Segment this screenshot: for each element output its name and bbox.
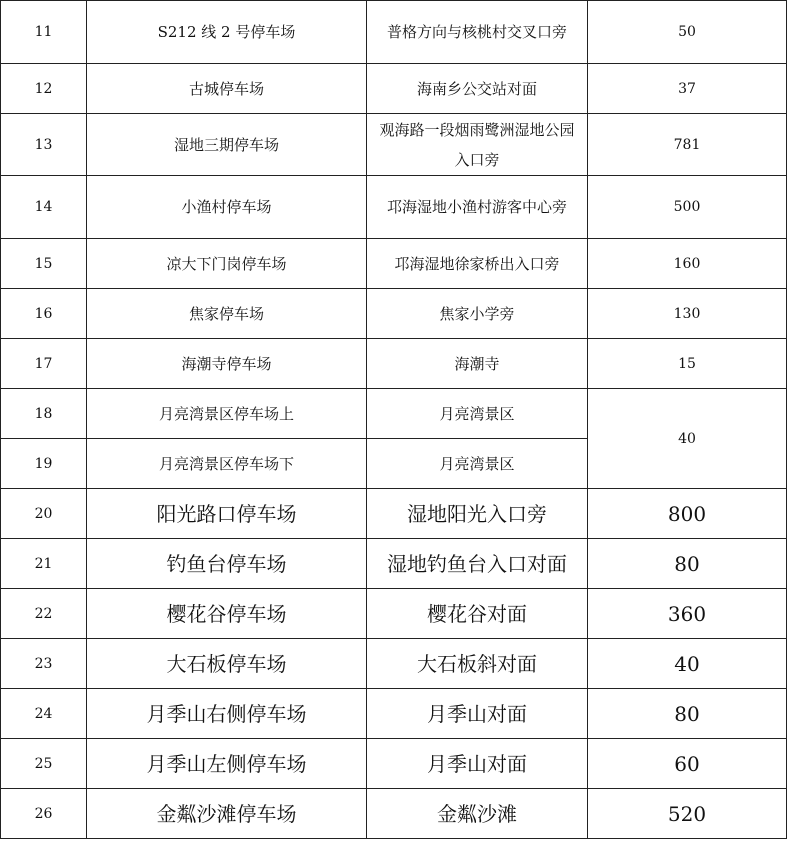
row-number: 23 — [1, 639, 87, 689]
parking-name: 钓鱼台停车场 — [87, 539, 367, 589]
parking-name: 月亮湾景区停车场下 — [87, 439, 367, 489]
table-row — [1, 539, 787, 589]
parking-location: 焦家小学旁 — [367, 289, 588, 339]
row-number: 16 — [1, 289, 87, 339]
parking-capacity: 15 — [588, 339, 787, 389]
row-number: 20 — [1, 489, 87, 539]
row-number: 26 — [1, 789, 87, 839]
parking-location: 观海路一段烟雨鹭洲湿地公园入口旁 — [367, 114, 588, 176]
parking-capacity: 37 — [588, 64, 787, 114]
table-row — [1, 176, 787, 239]
parking-location: 海南乡公交站对面 — [367, 64, 588, 114]
table-row — [1, 789, 787, 839]
parking-name: 金粼沙滩停车场 — [87, 789, 367, 839]
row-number: 11 — [1, 1, 87, 64]
row-number: 13 — [1, 114, 87, 176]
row-number: 22 — [1, 589, 87, 639]
row-number: 21 — [1, 539, 87, 589]
parking-name: 湿地三期停车场 — [87, 114, 367, 176]
table-row — [1, 289, 787, 339]
parking-name: 阳光路口停车场 — [87, 489, 367, 539]
parking-name: 古城停车场 — [87, 64, 367, 114]
table-row — [1, 114, 787, 176]
parking-capacity: 130 — [588, 289, 787, 339]
parking-location: 樱花谷对面 — [367, 589, 588, 639]
parking-name: 樱花谷停车场 — [87, 589, 367, 639]
parking-name: 月季山左侧停车场 — [87, 739, 367, 789]
table-row — [1, 489, 787, 539]
row-number: 19 — [1, 439, 87, 489]
table-row — [1, 389, 787, 439]
row-number: 24 — [1, 689, 87, 739]
parking-name: 海潮寺停车场 — [87, 339, 367, 389]
parking-location: 月亮湾景区 — [367, 439, 588, 489]
parking-name: 大石板停车场 — [87, 639, 367, 689]
parking-name: 小渔村停车场 — [87, 176, 367, 239]
parking-name: 凉大下门岗停车场 — [87, 239, 367, 289]
table-row — [1, 739, 787, 789]
parking-capacity: 160 — [588, 239, 787, 289]
parking-name: 焦家停车场 — [87, 289, 367, 339]
parking-capacity: 800 — [588, 489, 787, 539]
parking-location: 邛海湿地徐家桥出入口旁 — [367, 239, 588, 289]
parking-capacity: 360 — [588, 589, 787, 639]
parking-location: 月季山对面 — [367, 689, 588, 739]
row-number: 12 — [1, 64, 87, 114]
parking-location: 月亮湾景区 — [367, 389, 588, 439]
parking-name: 月季山右侧停车场 — [87, 689, 367, 739]
parking-capacity: 500 — [588, 176, 787, 239]
parking-capacity: 40 — [588, 639, 787, 689]
table-row — [1, 239, 787, 289]
parking-capacity: 50 — [588, 1, 787, 64]
parking-name: S212 线 2 号停车场 — [87, 1, 367, 64]
row-number: 15 — [1, 239, 87, 289]
table-row — [1, 339, 787, 389]
table-row — [1, 1, 787, 64]
table-row — [1, 639, 787, 689]
parking-capacity: 520 — [588, 789, 787, 839]
parking-capacity: 80 — [588, 689, 787, 739]
parking-name: 月亮湾景区停车场上 — [87, 389, 367, 439]
parking-location: 海潮寺 — [367, 339, 588, 389]
parking-location: 湿地阳光入口旁 — [367, 489, 588, 539]
row-number: 14 — [1, 176, 87, 239]
row-number: 18 — [1, 389, 87, 439]
parking-location: 邛海湿地小渔村游客中心旁 — [367, 176, 588, 239]
parking-capacity: 60 — [588, 739, 787, 789]
parking-location: 金粼沙滩 — [367, 789, 588, 839]
row-number: 25 — [1, 739, 87, 789]
table-row — [1, 689, 787, 739]
parking-location: 月季山对面 — [367, 739, 588, 789]
parking-capacity-merged: 40 — [588, 389, 787, 489]
parking-capacity: 80 — [588, 539, 787, 589]
table-row — [1, 589, 787, 639]
table-row — [1, 64, 787, 114]
parking-location: 普格方向与核桃村交叉口旁 — [367, 1, 588, 64]
row-number: 17 — [1, 339, 87, 389]
parking-location: 湿地钓鱼台入口对面 — [367, 539, 588, 589]
parking-location: 大石板斜对面 — [367, 639, 588, 689]
parking-capacity: 781 — [588, 114, 787, 176]
